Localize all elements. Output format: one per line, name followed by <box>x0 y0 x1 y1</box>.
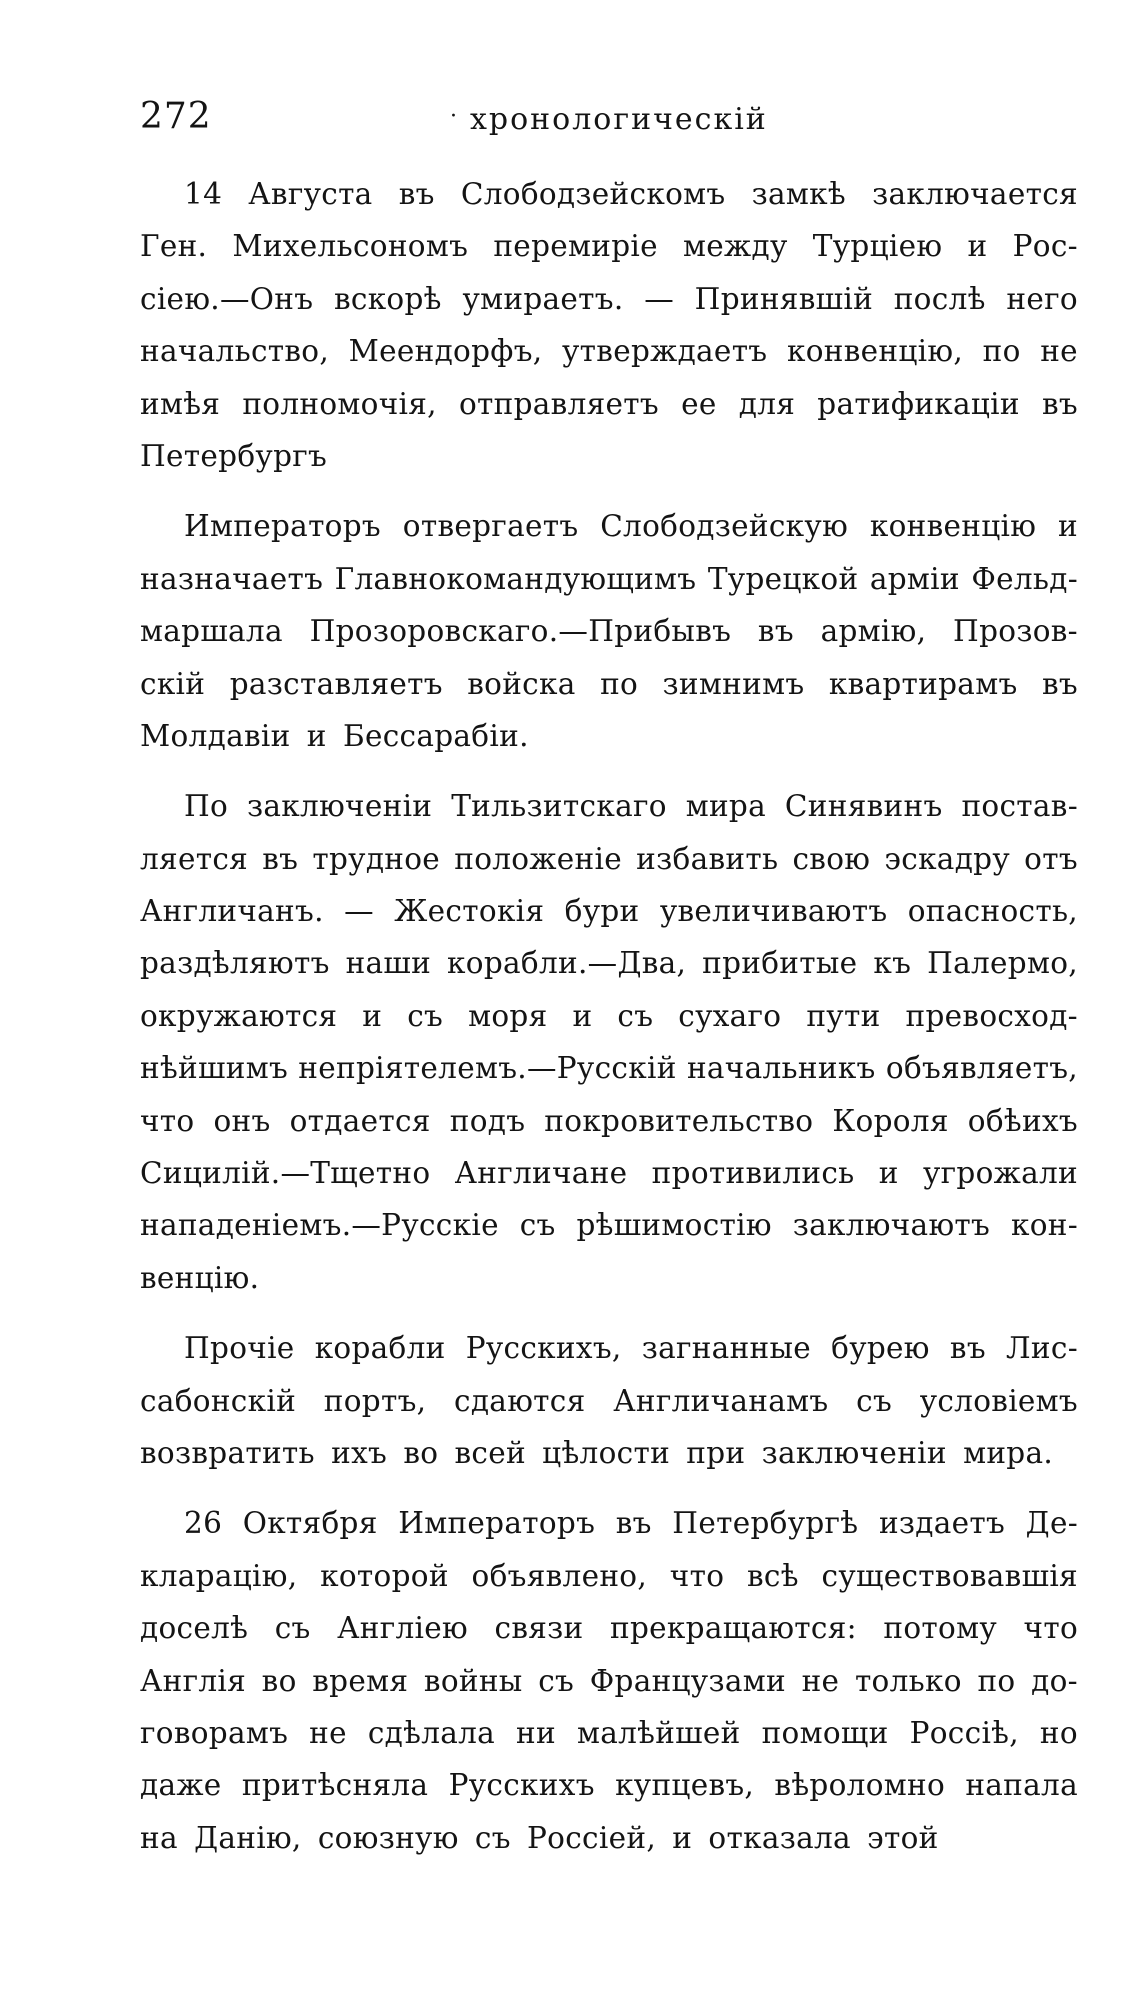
text-line: По заключеніи Тильзитскаго мира Синявинъ постав- <box>184 789 1078 824</box>
text-line: назначаетъ Главнокомандующимъ Турецкой арміи Фельд- <box>140 561 1078 596</box>
paragraph <box>140 780 1078 1304</box>
text-line: нѣйшимъ непріятелемъ.—Русскій начальникъ объявляетъ, <box>140 1051 1078 1086</box>
text-line: доселѣ съ Англіею связи прекращаются: потому что <box>140 1611 1078 1646</box>
text-line: ляется въ трудное положеніе избавить свою эскадру отъ <box>140 841 1078 876</box>
text-line: что онъ отдается подъ покровительство Короля обѣихъ <box>140 1103 1078 1138</box>
paragraph-gap <box>140 482 1078 500</box>
text-line: начальство, Меендорфъ, утверждаетъ конвенцію, по не <box>140 334 1078 369</box>
text-line: сіею.—Онъ вскорѣ умираетъ. — Принявшій послѣ него <box>140 281 1078 316</box>
text-line: кларацію, которой объявлено, что всѣ существовавшія <box>140 1558 1078 1593</box>
page-number: 272 <box>140 96 212 137</box>
body-text <box>140 168 1078 1864</box>
paragraph <box>140 500 1078 762</box>
text-line: имѣя полномочія, отправляетъ ее для ратификаціи въ <box>140 386 1078 421</box>
text-line: Англія во время войны съ Французами не только по до- <box>140 1663 1078 1698</box>
running-head: хронологическій <box>470 102 768 137</box>
paragraph <box>140 1322 1078 1479</box>
paragraph <box>140 168 1078 482</box>
ink-speck: · <box>450 104 457 129</box>
text-line: 26 Октября Императоръ въ Петербургѣ издаетъ Де- <box>184 1506 1078 1541</box>
text-line: венцію. <box>140 1260 260 1295</box>
text-line: Императоръ отвергаетъ Слободзейскую конвенцію и <box>184 509 1078 544</box>
text-line: Англичанъ. — Жестокія бури увеличиваютъ опасность, <box>140 894 1078 929</box>
text-line: маршала Прозоровскаго.—Прибывъ въ армію, Прозов- <box>140 614 1078 649</box>
text-line: окружаются и съ моря и съ сухаго пути превосход- <box>140 998 1078 1033</box>
page-header <box>140 96 1080 146</box>
paragraph-gap <box>140 762 1078 780</box>
text-line: Молдавіи и Бессарабіи. <box>140 718 529 753</box>
text-line: раздѣляютъ наши корабли.—Два, прибитые къ Палермо, <box>140 946 1078 981</box>
text-line: скій разставляетъ войска по зимнимъ квартирамъ въ <box>140 666 1078 701</box>
paragraph-gap <box>140 1479 1078 1497</box>
text-line: Сицилій.—Тщетно Англичане противились и угрожали <box>140 1156 1078 1191</box>
text-line: на Данію, союзную съ Россіей, и отказала этой <box>140 1820 939 1855</box>
text-line: Петербургъ <box>140 438 328 473</box>
text-line: Ген. Михельсономъ перемиріе между Турціею и Рос- <box>140 229 1078 264</box>
text-line: Прочіе корабли Русскихъ, загнанные бурею въ Лис- <box>184 1331 1078 1366</box>
text-line: 14 Августа въ Слободзейскомъ замкѣ заключается <box>184 177 1078 211</box>
paragraph <box>140 1497 1078 1864</box>
text-line: даже притѣсняла Русскихъ купцевъ, вѣроломно напала <box>140 1768 1078 1803</box>
text-line: сабонскій портъ, сдаются Англичанамъ съ условіемъ <box>140 1383 1078 1418</box>
text-line: возвратить ихъ во всей цѣлости при заключеніи мира. <box>140 1435 1054 1470</box>
paragraph-gap <box>140 1304 1078 1322</box>
text-line: нападеніемъ.—Русскіе съ рѣшимостію заключаютъ кон- <box>140 1208 1078 1243</box>
text-line: говорамъ не сдѣлала ни малѣйшей помощи Россіѣ, но <box>140 1715 1078 1750</box>
